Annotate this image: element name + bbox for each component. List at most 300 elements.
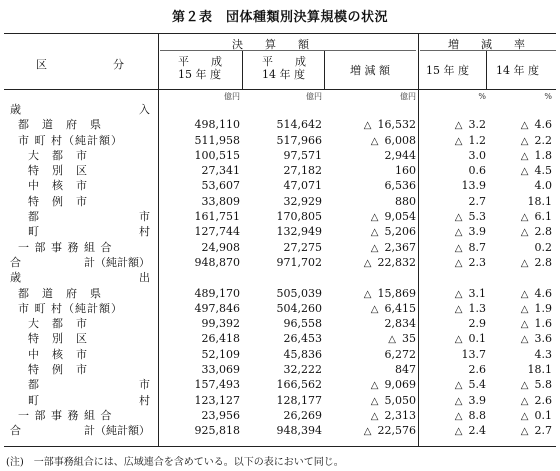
- cell-diff-value: 15,869: [377, 286, 416, 300]
- cell-15-value: 33,069: [201, 363, 240, 377]
- cell-14: [244, 423, 322, 438]
- header-col-r15: 15 年 度: [426, 64, 469, 77]
- decrease-triangle-icon: △: [454, 135, 463, 147]
- cell-15-value: 161,751: [194, 210, 240, 224]
- row-label-text: 中 核 市: [28, 179, 88, 193]
- table-row: [0, 117, 560, 132]
- row-label: [6, 178, 154, 193]
- row-label-text: 都: [28, 210, 40, 224]
- decrease-triangle-icon: △: [520, 120, 529, 132]
- cell-diff: [326, 286, 416, 302]
- row-label-text: 都: [28, 378, 40, 392]
- decrease-triangle-icon: △: [520, 257, 529, 269]
- section-label-a: 歳: [10, 271, 21, 285]
- cell-15-value: 100,515: [194, 148, 240, 162]
- cell-r15-value: 13.7: [461, 347, 486, 361]
- cell-15: [160, 163, 240, 178]
- cell-r14: [488, 255, 552, 271]
- cell-r15-value: 3.9: [468, 393, 486, 407]
- cell-14: [244, 117, 322, 132]
- cell-diff: [326, 393, 416, 409]
- cell-15-value: 99,392: [201, 317, 240, 331]
- cell-15: [160, 377, 240, 392]
- row-label: [6, 117, 154, 132]
- cell-r14-value: 6.1: [534, 210, 552, 224]
- cell-15: [160, 133, 240, 148]
- cell-diff-value: 6,272: [384, 347, 416, 361]
- row-label: [6, 301, 154, 316]
- cell-diff: [326, 255, 416, 271]
- table-row: [0, 194, 560, 209]
- cell-r15: [420, 255, 486, 271]
- cell-r14-value: 0.1: [534, 408, 552, 422]
- cell-15-value: 33,809: [201, 194, 240, 208]
- row-label: [6, 163, 154, 178]
- table-row: [0, 133, 560, 148]
- decrease-triangle-icon: △: [520, 227, 529, 239]
- cell-14: [244, 408, 322, 423]
- cell-15-value: 26,418: [201, 332, 240, 346]
- row-label-text: 市 町 村（純計額）: [18, 133, 123, 147]
- cell-r14-value: 4.6: [534, 118, 552, 132]
- cell-14-value: 27,275: [283, 240, 322, 254]
- row-label: [6, 255, 154, 270]
- cell-r14-value: 5.8: [534, 378, 552, 392]
- cell-r14-value: 2.2: [534, 133, 552, 147]
- cell-r14-value: 18.1: [527, 194, 552, 208]
- cell-r14: [488, 393, 552, 409]
- cell-r14-value: 2.8: [534, 255, 552, 269]
- cell-14-value: 132,949: [276, 225, 322, 239]
- table-row: [0, 286, 560, 301]
- cell-r15-value: 2.4: [468, 424, 486, 438]
- cell-15-value: 511,958: [194, 133, 240, 147]
- decrease-triangle-icon: △: [520, 410, 529, 422]
- footnote: (注) 一部事務組合には、広域連合を含めている。以下の表において同じ。: [6, 457, 344, 468]
- row-label: [6, 194, 154, 209]
- cell-r14: [488, 224, 552, 240]
- cell-diff: [326, 240, 416, 256]
- cell-diff: [326, 163, 416, 178]
- cell-14: [244, 148, 322, 163]
- cell-14: [244, 286, 322, 301]
- decrease-triangle-icon: △: [454, 395, 463, 407]
- cell-diff-value: 16,532: [377, 118, 416, 132]
- row-label-text: 大 都 市: [28, 317, 88, 331]
- cell-r15-value: 8.7: [468, 240, 486, 254]
- cell-diff: [326, 362, 416, 377]
- cell-15: [160, 224, 240, 239]
- cell-14: [244, 133, 322, 148]
- row-label: [6, 240, 154, 255]
- decrease-triangle-icon: △: [363, 288, 372, 300]
- row-label-text: 都 道 府 県: [18, 286, 102, 300]
- cell-diff-value: 5,050: [384, 393, 416, 407]
- cell-14-value: 96,558: [283, 317, 322, 331]
- row-label: [6, 377, 154, 392]
- cell-14: [244, 240, 322, 255]
- cell-r15-value: 2.3: [468, 255, 486, 269]
- cell-r15: [420, 224, 486, 240]
- cell-15: [160, 393, 240, 408]
- cell-r15-value: 5.4: [468, 378, 486, 392]
- header-kubun: 区 分: [36, 58, 124, 71]
- section-label-b: 入: [139, 103, 150, 116]
- cell-15-value: 489,170: [194, 286, 240, 300]
- cell-diff: [326, 148, 416, 163]
- cell-diff-value: 6,415: [384, 301, 416, 315]
- cell-diff: [326, 301, 416, 317]
- header-col-14: 平 成 14 年 度: [262, 55, 306, 81]
- unit-row: [0, 92, 560, 102]
- cell-14-value: 170,805: [276, 210, 322, 224]
- decrease-triangle-icon: △: [520, 150, 529, 162]
- cell-14: [244, 224, 322, 239]
- cell-14-value: 32,222: [283, 363, 322, 377]
- cell-r14: [488, 240, 552, 255]
- decrease-triangle-icon: △: [370, 395, 379, 407]
- cell-14: [244, 393, 322, 408]
- cell-diff: [326, 347, 416, 362]
- cell-r14-value: 4.5: [534, 164, 552, 178]
- cell-14: [244, 163, 322, 178]
- decrease-triangle-icon: △: [454, 242, 463, 254]
- cell-r15: [420, 377, 486, 393]
- cell-14: [244, 316, 322, 331]
- decrease-triangle-icon: △: [454, 380, 463, 392]
- cell-15: [160, 255, 240, 270]
- cell-14-value: 26,453: [283, 332, 322, 346]
- cell-14-value: 128,177: [276, 393, 322, 407]
- decrease-triangle-icon: △: [454, 426, 463, 438]
- cell-r14: [488, 347, 552, 362]
- cell-14-value: 505,039: [276, 286, 322, 300]
- bottom-rule: [4, 446, 556, 447]
- cell-r15: [420, 194, 486, 209]
- cell-14: [244, 362, 322, 377]
- cell-14: [244, 347, 322, 362]
- cell-14-value: 517,966: [276, 133, 322, 147]
- decrease-triangle-icon: △: [520, 395, 529, 407]
- cell-15: [160, 347, 240, 362]
- row-label-right: 村: [139, 225, 150, 239]
- cell-diff: [326, 117, 416, 133]
- row-label: [6, 362, 154, 377]
- table-row: [0, 347, 560, 362]
- cell-15: [160, 148, 240, 163]
- decrease-triangle-icon: △: [363, 257, 372, 269]
- cell-diff: [326, 178, 416, 193]
- cell-15-value: 127,744: [194, 225, 240, 239]
- decrease-triangle-icon: △: [520, 166, 529, 178]
- cell-diff-value: 160: [395, 164, 416, 178]
- cell-r14: [488, 117, 552, 133]
- decrease-triangle-icon: △: [454, 227, 463, 239]
- cell-r15: [420, 178, 486, 193]
- row-label-right: 計（純計額）: [84, 424, 150, 438]
- cell-r15: [420, 209, 486, 225]
- cell-14-value: 45,836: [283, 347, 322, 361]
- cell-15: [160, 316, 240, 331]
- row-label-right: 村: [139, 393, 150, 407]
- decrease-triangle-icon: △: [388, 334, 396, 346]
- cell-15-value: 497,846: [194, 301, 240, 315]
- decrease-triangle-icon: △: [454, 212, 463, 224]
- cell-diff-value: 2,367: [384, 240, 416, 254]
- cell-r15: [420, 316, 486, 331]
- decrease-triangle-icon: △: [520, 334, 529, 346]
- cell-r14-value: 4.3: [534, 347, 552, 361]
- cell-r14-value: 2.6: [534, 393, 552, 407]
- cell-r14: [488, 408, 552, 424]
- cell-diff-value: 9,054: [384, 210, 416, 224]
- row-label-right: 市: [139, 210, 150, 224]
- col-divider: [242, 51, 243, 89]
- cell-14-value: 514,642: [276, 118, 322, 132]
- cell-r14: [488, 178, 552, 193]
- cell-r15-value: 3.0: [468, 148, 486, 162]
- decrease-triangle-icon: △: [520, 135, 529, 147]
- row-label: [6, 133, 154, 148]
- row-label: [6, 393, 154, 408]
- table-row: [0, 255, 560, 270]
- cell-r15-value: 1.3: [468, 301, 486, 315]
- decrease-triangle-icon: △: [454, 334, 463, 346]
- decrease-triangle-icon: △: [520, 288, 529, 300]
- table-body: [0, 92, 560, 439]
- decrease-triangle-icon: △: [520, 212, 529, 224]
- cell-r14: [488, 423, 552, 439]
- cell-r14-value: 18.1: [527, 363, 552, 377]
- row-label: [6, 209, 154, 224]
- decrease-triangle-icon: △: [520, 303, 529, 315]
- row-label-right: 計（純計額）: [84, 255, 150, 269]
- cell-r14: [488, 286, 552, 302]
- header-col-15: 平 成 15 年 度: [178, 55, 222, 81]
- cell-r15: [420, 301, 486, 317]
- decrease-triangle-icon: △: [454, 257, 463, 269]
- cell-diff: [326, 423, 416, 439]
- table-row: [0, 316, 560, 331]
- cell-r15-value: 1.2: [468, 133, 486, 147]
- section-label: [6, 102, 154, 117]
- row-label-text: 特 例 市: [28, 194, 88, 208]
- cell-15: [160, 194, 240, 209]
- cell-r15-value: 2.6: [468, 363, 486, 377]
- cell-r14: [488, 362, 552, 377]
- cell-14: [244, 301, 322, 316]
- row-label-text: 一 部 事 務 組 合: [18, 408, 113, 422]
- row-label-text: 合: [10, 255, 22, 269]
- table-title: 第２表 団体種類別決算規模の状況: [171, 10, 388, 25]
- cell-14: [244, 194, 322, 209]
- decrease-triangle-icon: △: [454, 120, 463, 132]
- cell-14: [244, 331, 322, 346]
- row-label-right: 市: [139, 378, 150, 392]
- cell-r14: [488, 377, 552, 393]
- cell-r15-value: 3.1: [468, 286, 486, 300]
- cell-14: [244, 255, 322, 270]
- table-row: [0, 301, 560, 316]
- cell-r15: [420, 148, 486, 163]
- cell-r15: [420, 393, 486, 409]
- row-label-text: 中 核 市: [28, 347, 88, 361]
- cell-r15-value: 2.9: [468, 317, 486, 331]
- cell-r14: [488, 301, 552, 317]
- cell-diff-value: 22,576: [377, 424, 416, 438]
- decrease-triangle-icon: △: [363, 426, 372, 438]
- table-row: [0, 209, 560, 224]
- cell-diff-value: 9,069: [384, 378, 416, 392]
- unit-c15: 億円: [224, 92, 240, 101]
- cell-diff-value: 2,944: [384, 148, 416, 162]
- section-label-a: 歳: [10, 103, 21, 116]
- cell-r15: [420, 347, 486, 362]
- cell-r14-value: 0.2: [534, 240, 552, 254]
- cell-r14: [488, 209, 552, 225]
- row-label-text: 合: [10, 424, 22, 438]
- decrease-triangle-icon: △: [370, 212, 379, 224]
- table-row: [0, 163, 560, 178]
- decrease-triangle-icon: △: [520, 319, 529, 331]
- row-label-text: 特 例 市: [28, 363, 88, 377]
- decrease-triangle-icon: △: [370, 410, 379, 422]
- cell-r15: [420, 408, 486, 424]
- cell-15: [160, 240, 240, 255]
- row-label: [6, 224, 154, 239]
- cell-r15: [420, 133, 486, 149]
- cell-r15-value: 13.9: [461, 179, 486, 193]
- cell-diff-value: 35: [402, 332, 416, 346]
- cell-r14: [488, 331, 552, 347]
- cell-14-value: 27,182: [283, 164, 322, 178]
- cell-r14-value: 4.0: [534, 179, 552, 193]
- cell-15-value: 948,870: [194, 255, 240, 269]
- decrease-triangle-icon: △: [454, 410, 463, 422]
- cell-15: [160, 331, 240, 346]
- cell-15-value: 27,341: [201, 164, 240, 178]
- unit-diff: 億円: [400, 92, 416, 101]
- cell-diff-value: 6,008: [384, 133, 416, 147]
- section-label: [6, 270, 154, 285]
- row-label: [6, 331, 154, 346]
- cell-diff-value: 5,206: [384, 225, 416, 239]
- table-row: [0, 178, 560, 193]
- cell-diff: [326, 209, 416, 225]
- cell-14-value: 504,260: [276, 301, 322, 315]
- cell-diff-value: 2,313: [384, 408, 416, 422]
- cell-14-value: 971,702: [276, 255, 322, 269]
- cell-r15: [420, 362, 486, 377]
- cell-diff: [326, 316, 416, 331]
- table-row: [0, 148, 560, 163]
- row-label: [6, 347, 154, 362]
- cell-diff-value: 2,834: [384, 317, 416, 331]
- table-row: [0, 393, 560, 408]
- cell-r15-value: 2.7: [468, 194, 486, 208]
- row-label: [6, 286, 154, 301]
- header-col-diff: 増 減 額: [350, 64, 390, 77]
- col-divider: [486, 51, 487, 89]
- cell-15: [160, 209, 240, 224]
- section-heading: [0, 270, 560, 285]
- header-col-r14: 14 年 度: [496, 64, 539, 77]
- cell-r15-value: 0.1: [468, 332, 486, 346]
- cell-15-value: 123,127: [194, 393, 240, 407]
- row-label: [6, 148, 154, 163]
- decrease-triangle-icon: △: [363, 120, 372, 132]
- row-label: [6, 316, 154, 331]
- row-label-text: 都 道 府 県: [18, 118, 102, 132]
- table-row: [0, 240, 560, 255]
- cell-r15-value: 0.6: [468, 164, 486, 178]
- cell-r15: [420, 331, 486, 347]
- cell-15: [160, 178, 240, 193]
- cell-15-value: 52,109: [201, 347, 240, 361]
- cell-14: [244, 209, 322, 224]
- table-row: [0, 331, 560, 346]
- cell-diff: [326, 377, 416, 393]
- cell-r15: [420, 286, 486, 302]
- cell-14-value: 97,571: [283, 148, 322, 162]
- decrease-triangle-icon: △: [520, 426, 529, 438]
- decrease-triangle-icon: △: [454, 303, 463, 315]
- row-label: [6, 423, 154, 438]
- decrease-triangle-icon: △: [454, 288, 463, 300]
- cell-15: [160, 408, 240, 423]
- cell-14: [244, 178, 322, 193]
- cell-15-value: 23,956: [201, 408, 240, 422]
- cell-r14: [488, 133, 552, 149]
- cell-15-value: 24,908: [201, 240, 240, 254]
- section-heading: [0, 102, 560, 117]
- section-label-b: 出: [139, 271, 150, 285]
- cell-r14: [488, 163, 552, 179]
- cell-r15-value: 3.2: [468, 118, 486, 132]
- decrease-triangle-icon: △: [520, 380, 529, 392]
- cell-diff: [326, 194, 416, 209]
- cell-diff: [326, 408, 416, 424]
- cell-r15: [420, 117, 486, 133]
- cell-15: [160, 286, 240, 301]
- col-divider: [324, 51, 325, 89]
- cell-14-value: 32,929: [283, 194, 322, 208]
- row-label-text: 大 都 市: [28, 148, 88, 162]
- cell-diff: [326, 331, 416, 347]
- cell-15-value: 498,110: [194, 118, 240, 132]
- table-row: [0, 224, 560, 239]
- cell-r14: [488, 148, 552, 164]
- unit-r15: %: [478, 92, 486, 101]
- row-label-text: 特 別 区: [28, 332, 88, 346]
- top-rule: [4, 33, 556, 34]
- header-zougen-ritsu: 増 減 率: [448, 38, 525, 51]
- unit-r14: %: [544, 92, 552, 101]
- cell-15-value: 53,607: [201, 179, 240, 193]
- cell-r15-value: 3.9: [468, 225, 486, 239]
- cell-diff: [326, 133, 416, 149]
- cell-diff: [326, 224, 416, 240]
- cell-diff-value: 847: [395, 363, 416, 377]
- decrease-triangle-icon: △: [370, 227, 379, 239]
- decrease-triangle-icon: △: [370, 135, 379, 147]
- header-rule: [4, 89, 556, 90]
- cell-14-value: 47,071: [283, 179, 322, 193]
- cell-r15: [420, 163, 486, 178]
- cell-r14-value: 1.9: [534, 301, 552, 315]
- header-kessan-gaku: 決 算 額: [232, 38, 309, 51]
- row-label-text: 特 別 区: [28, 164, 88, 178]
